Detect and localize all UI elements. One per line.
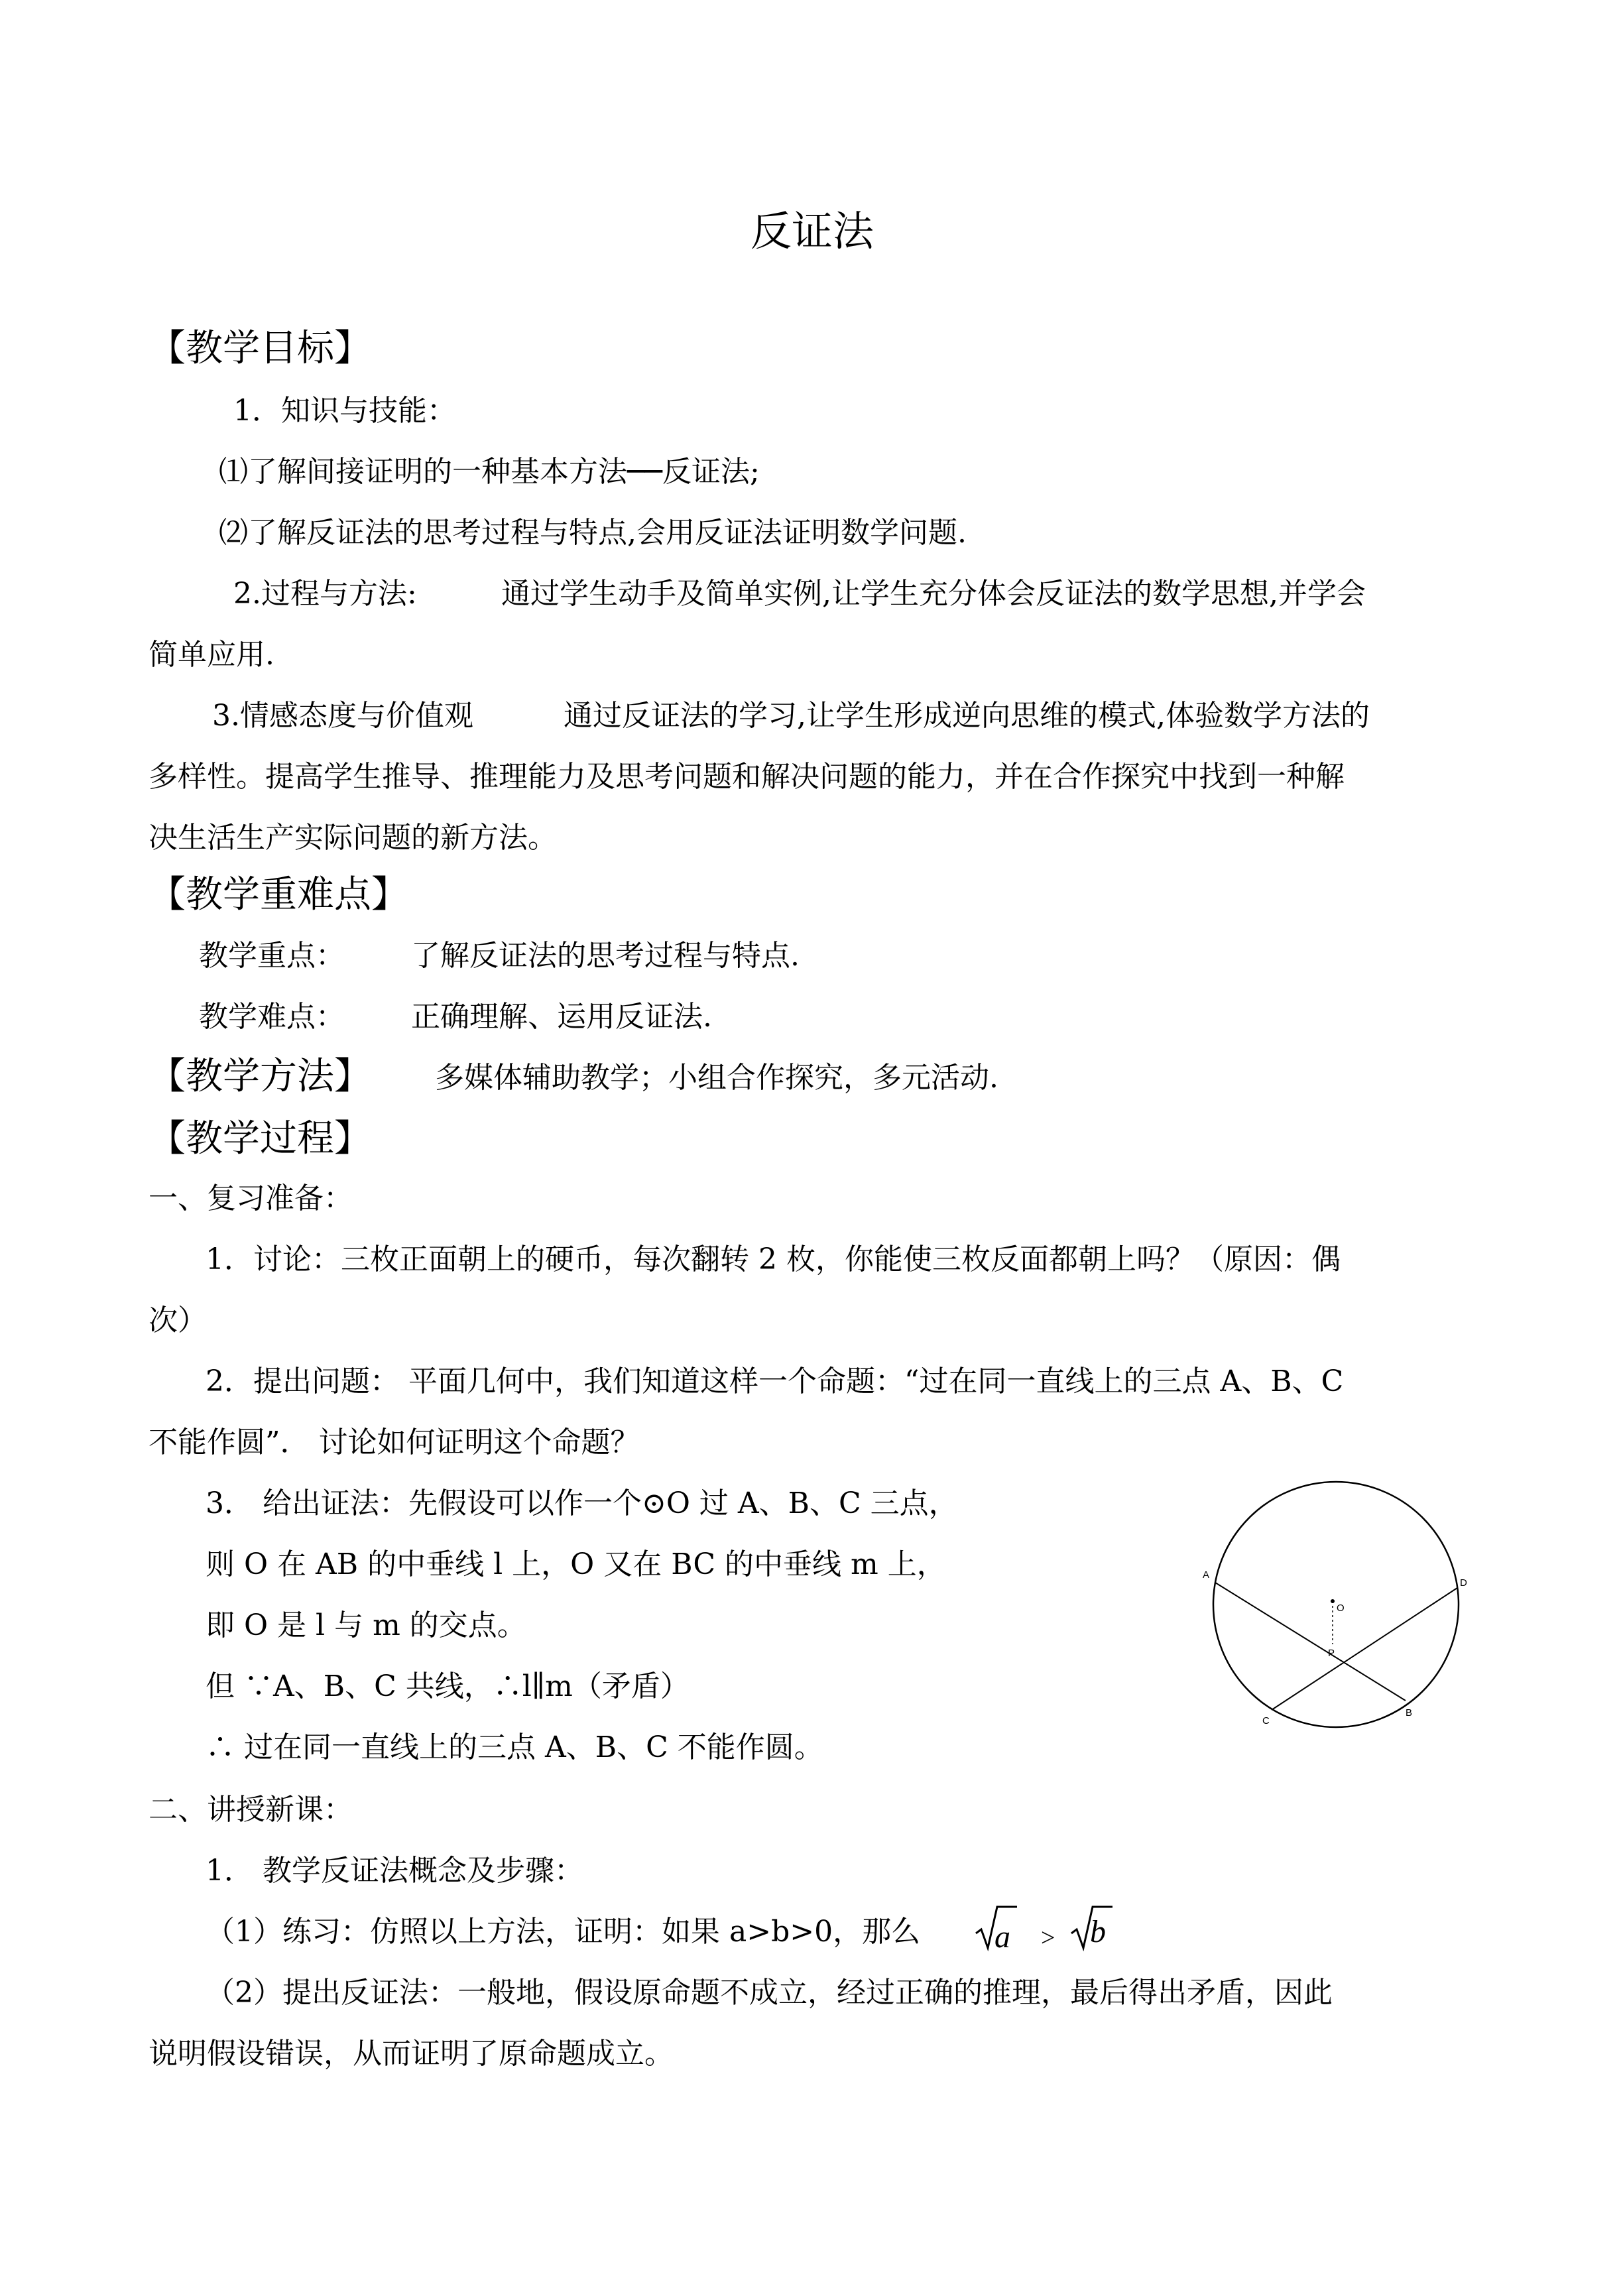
new-lesson-item-1: 1． 教学反证法概念及步骤： bbox=[206, 1854, 583, 1888]
review-item-1-cont: 次） bbox=[149, 1303, 207, 1337]
objective-3-body: 通过反证法的学习,让学生形成逆向思维的模式,体验数学方法的 bbox=[564, 699, 1370, 733]
exercise-1: （1）练习：仿照以上方法，证明：如果 a>b>0，那么 bbox=[206, 1915, 921, 1949]
circle-diagram bbox=[1193, 1479, 1478, 1737]
math-greater-than: > bbox=[1041, 1924, 1055, 1952]
review-item-3-line2: 则 O 在 AB 的中垂线 l 上，O 又在 BC 的中垂线 m 上， bbox=[206, 1547, 946, 1581]
label-d: D bbox=[1460, 1577, 1467, 1589]
math-b: b bbox=[1090, 1914, 1106, 1949]
review-heading: 一、复习准备： bbox=[149, 1181, 353, 1215]
review-item-3-line4: 但 ∵A、B、C 共线，∴l∥m（矛盾） bbox=[206, 1669, 690, 1703]
segment-c-d bbox=[1272, 1588, 1457, 1710]
review-item-1: 1．讨论：三枚正面朝上的硬币，每次翻转 2 枚，你能使三枚反面都朝上吗？（原因：偶 bbox=[206, 1242, 1341, 1276]
exercise-2-cont: 说明假设错误，从而证明了原命题成立。 bbox=[149, 2037, 674, 2071]
review-item-3-line3: 即 O 是 l 与 m 的交点。 bbox=[206, 1608, 526, 1642]
segment-a-b bbox=[1215, 1583, 1406, 1701]
review-item-3: 3． 给出证法：先假设可以作一个⊙O 过 A、B、C 三点， bbox=[206, 1486, 958, 1520]
new-lesson-heading: 二、讲授新课： bbox=[149, 1793, 353, 1827]
objective-2-head: 2.过程与方法: bbox=[233, 577, 417, 611]
objective-3-head: 3.情感态度与价值观 bbox=[212, 699, 473, 733]
review-item-2: 2．提出问题： 平面几何中，我们知道这样一个命题：“过在同一直线上的三点 A、B、C bbox=[206, 1364, 1344, 1398]
objective-1b: ⑵了解反证法的思考过程与特点,会用反证法证明数学问题. bbox=[219, 516, 967, 550]
section-heading-process: 【教学过程】 bbox=[149, 1117, 371, 1160]
label-b: B bbox=[1406, 1707, 1413, 1719]
section-heading-method: 【教学方法】 bbox=[149, 1055, 371, 1098]
method-text: 多媒体辅助教学；小组合作探究，多元活动. bbox=[435, 1061, 998, 1095]
objective-3-cont2: 决生活生产实际问题的新方法。 bbox=[149, 821, 557, 855]
label-p: P bbox=[1328, 1648, 1335, 1659]
objective-2-body: 通过学生动手及简单实例,让学生充分体会反证法的数学思想,并学会 bbox=[501, 577, 1366, 611]
review-item-2-cont: 不能作圆”． 讨论如何证明这个命题？ bbox=[149, 1425, 640, 1459]
label-c: C bbox=[1262, 1715, 1270, 1726]
focus-label: 教学重点： bbox=[199, 939, 345, 973]
section-heading-objectives: 【教学目标】 bbox=[149, 327, 371, 370]
section-heading-key-points: 【教学重难点】 bbox=[149, 873, 408, 916]
difficulty-text: 正确理解、运用反证法. bbox=[411, 1000, 712, 1034]
exercise-2: （2）提出反证法：一般地，假设原命题不成立，经过正确的推理，最后得出矛盾，因此 bbox=[206, 1976, 1333, 2010]
math-a: a bbox=[994, 1919, 1010, 1955]
label-o: O bbox=[1337, 1602, 1345, 1614]
objective-1: 1．知识与技能： bbox=[233, 394, 456, 428]
objective-2-cont: 简单应用. bbox=[149, 638, 274, 672]
objective-1a: ⑴了解间接证明的一种基本方法──反证法; bbox=[219, 455, 760, 489]
center-point bbox=[1331, 1599, 1335, 1603]
objective-3-cont1: 多样性。提高学生推导、推理能力及思考问题和解决问题的能力，并在合作探究中找到一种解 bbox=[149, 760, 1345, 794]
page-title: 反证法 bbox=[751, 207, 874, 255]
difficulty-label: 教学难点： bbox=[199, 1000, 345, 1034]
review-item-3-line5: ∴ 过在同一直线上的三点 A、B、C 不能作圆。 bbox=[206, 1730, 823, 1764]
label-a: A bbox=[1203, 1569, 1210, 1581]
focus-text: 了解反证法的思考过程与特点. bbox=[411, 939, 800, 973]
